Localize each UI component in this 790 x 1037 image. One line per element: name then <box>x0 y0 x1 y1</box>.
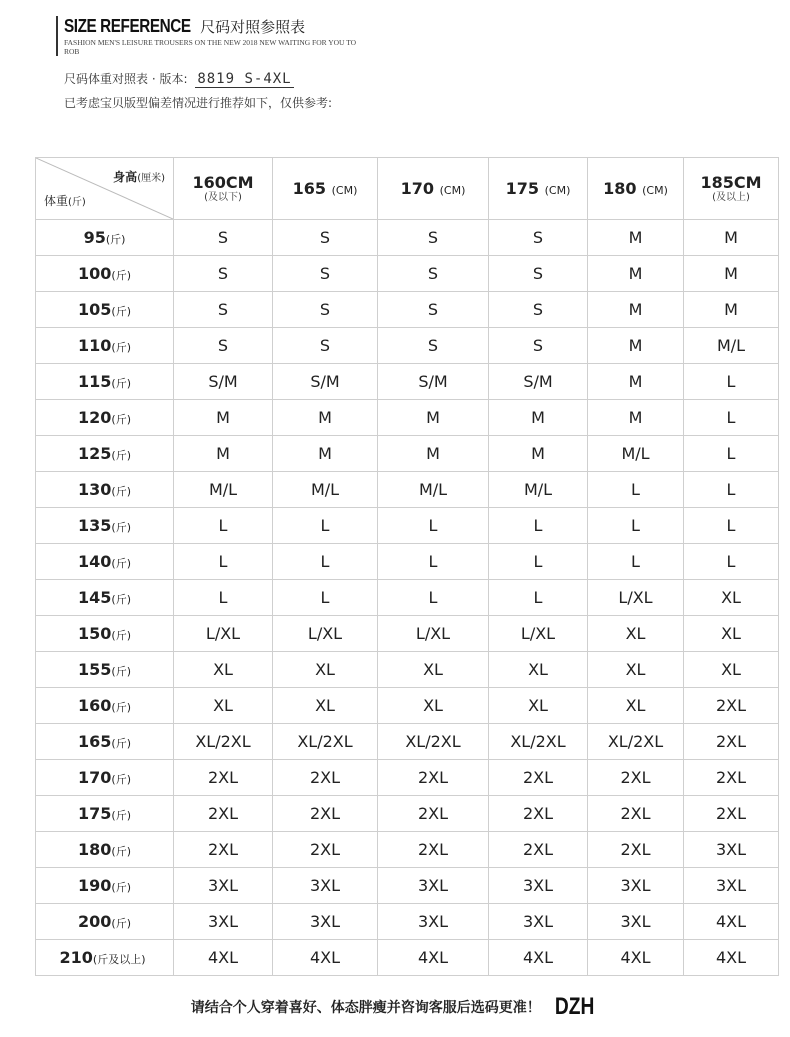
size-cell: M <box>273 436 378 472</box>
size-cell: M/L <box>378 472 489 508</box>
size-cell: L <box>588 544 684 580</box>
size-cell: M/L <box>588 436 684 472</box>
size-cell: XL/2XL <box>378 724 489 760</box>
weight-label <box>36 940 174 976</box>
table-row <box>36 256 779 292</box>
height-column-header <box>489 158 588 220</box>
size-cell: M <box>588 400 684 436</box>
table-row <box>36 688 779 724</box>
size-cell: L <box>588 472 684 508</box>
size-cell: 3XL <box>489 868 588 904</box>
size-cell: 2XL <box>273 760 378 796</box>
table-row <box>36 796 779 832</box>
size-cell: 4XL <box>684 940 779 976</box>
weight-unit: (斤) <box>111 917 131 930</box>
size-cell: L/XL <box>588 580 684 616</box>
table-row <box>36 220 779 256</box>
table-row <box>36 292 779 328</box>
table-body <box>36 220 779 976</box>
weight-label <box>36 868 174 904</box>
size-cell: L/XL <box>273 616 378 652</box>
weight-unit: (斤及以上) <box>92 953 146 966</box>
weight-label <box>36 364 174 400</box>
size-cell: XL/2XL <box>273 724 378 760</box>
weight-value: 190 <box>78 876 112 895</box>
size-cell: S <box>174 292 273 328</box>
weight-label <box>36 760 174 796</box>
size-cell: 3XL <box>174 904 273 940</box>
size-cell: S <box>489 256 588 292</box>
size-cell: M <box>378 436 489 472</box>
weight-value: 95 <box>83 228 106 247</box>
size-cell: L <box>489 580 588 616</box>
size-cell: S/M <box>273 364 378 400</box>
table-row <box>36 940 779 976</box>
weight-unit: (斤) <box>111 557 131 570</box>
size-cell: 2XL <box>273 796 378 832</box>
weight-value: 100 <box>78 264 112 283</box>
size-cell: S <box>174 220 273 256</box>
size-cell: L <box>489 544 588 580</box>
size-table <box>35 157 779 976</box>
table-row <box>36 472 779 508</box>
size-cell: XL <box>588 616 684 652</box>
size-cell: 2XL <box>489 760 588 796</box>
weight-value: 125 <box>78 444 112 463</box>
size-cell: XL <box>273 652 378 688</box>
size-cell: M <box>489 436 588 472</box>
weight-unit: (斤) <box>111 449 131 462</box>
size-cell: 2XL <box>378 760 489 796</box>
subtitle: FASHION MEN'S LEISURE TROUSERS ON THE NEW 2018 NEW WAITING FOR YOU TO ROB <box>64 38 357 56</box>
weight-value: 210 <box>59 948 93 967</box>
weight-value: 115 <box>78 372 112 391</box>
table-row <box>36 868 779 904</box>
size-cell: S <box>378 328 489 364</box>
table-row <box>36 436 779 472</box>
weight-unit: (斤) <box>111 305 131 318</box>
height-value: 185CM <box>700 172 762 192</box>
size-cell: 4XL <box>588 940 684 976</box>
weight-label <box>36 328 174 364</box>
size-cell: L <box>273 580 378 616</box>
size-cell: M <box>684 256 779 292</box>
height-value: 160CM <box>192 172 254 192</box>
weight-label <box>36 580 174 616</box>
table-row <box>36 760 779 796</box>
weight-value: 140 <box>78 552 112 571</box>
size-cell: 2XL <box>684 796 779 832</box>
size-cell: 2XL <box>378 832 489 868</box>
table-row <box>36 508 779 544</box>
footer-advice: 请结合个人穿着喜好、体态胖瘦并咨询客服后选码更准！ <box>190 1000 541 1016</box>
size-cell: 4XL <box>489 940 588 976</box>
size-cell: XL <box>174 652 273 688</box>
size-cell: L <box>684 364 779 400</box>
weight-value: 165 <box>78 732 112 751</box>
weight-unit: (斤) <box>111 665 131 678</box>
size-cell: L <box>684 544 779 580</box>
weight-value: 155 <box>78 660 112 679</box>
height-value: 180 <box>603 179 637 198</box>
height-column-header <box>588 158 684 220</box>
table-row <box>36 904 779 940</box>
size-cell: L <box>273 544 378 580</box>
weight-value: 145 <box>78 588 112 607</box>
size-cell: M <box>489 400 588 436</box>
size-cell: L <box>684 508 779 544</box>
weight-value: 110 <box>78 336 112 355</box>
table-row <box>36 580 779 616</box>
weight-value: 130 <box>78 480 112 499</box>
weight-unit: (斤) <box>111 341 131 354</box>
size-cell: S <box>378 220 489 256</box>
size-cell: XL <box>489 688 588 724</box>
size-cell: S/M <box>378 364 489 400</box>
size-cell: L/XL <box>174 616 273 652</box>
size-cell: 2XL <box>489 832 588 868</box>
table-row <box>36 400 779 436</box>
height-unit: (CM) <box>439 184 466 197</box>
weight-value: 175 <box>78 804 112 823</box>
weight-value: 200 <box>78 912 112 931</box>
size-cell: 3XL <box>588 904 684 940</box>
title-chinese: 尺码对照参照表 <box>200 18 306 36</box>
size-cell: M <box>378 400 489 436</box>
size-cell: M/L <box>684 328 779 364</box>
size-cell: L <box>588 508 684 544</box>
size-cell: L <box>378 544 489 580</box>
size-cell: 3XL <box>489 904 588 940</box>
size-cell: 2XL <box>588 832 684 868</box>
weight-value: 160 <box>78 696 112 715</box>
size-cell: 3XL <box>378 868 489 904</box>
height-column-header <box>378 158 489 220</box>
height-axis-label: 身高(厘米) <box>113 170 165 184</box>
version-line <box>64 70 294 87</box>
weight-value: 170 <box>78 768 112 787</box>
size-cell: L <box>174 544 273 580</box>
brand-logo: DZH <box>554 993 595 1020</box>
table-row <box>36 724 779 760</box>
size-cell: XL/2XL <box>489 724 588 760</box>
weight-unit: (斤) <box>111 377 131 390</box>
weight-label <box>36 832 174 868</box>
weight-unit: (斤) <box>111 773 131 786</box>
size-cell: L <box>684 472 779 508</box>
size-cell: L <box>174 580 273 616</box>
size-cell: 4XL <box>684 904 779 940</box>
height-note: (及以下) <box>204 191 242 203</box>
size-cell: S/M <box>489 364 588 400</box>
weight-unit: (斤) <box>111 593 131 606</box>
size-cell: XL <box>378 688 489 724</box>
size-cell: S <box>489 220 588 256</box>
weight-axis-label: 体重(斤) <box>44 194 86 208</box>
weight-label <box>36 544 174 580</box>
height-value: 175 <box>505 179 540 198</box>
size-cell: L <box>174 508 273 544</box>
height-column-header <box>174 158 273 220</box>
weight-unit: (斤) <box>111 413 131 426</box>
table-row <box>36 832 779 868</box>
version-label: 尺码体重对照表 · 版本: <box>64 72 188 86</box>
table-row <box>36 616 779 652</box>
size-cell: L/XL <box>378 616 489 652</box>
size-cell: 2XL <box>684 760 779 796</box>
size-cell: XL <box>174 688 273 724</box>
size-cell: S <box>174 328 273 364</box>
size-cell: L <box>684 400 779 436</box>
weight-unit: (斤) <box>111 269 131 282</box>
size-cell: 2XL <box>378 796 489 832</box>
table-row <box>36 652 779 688</box>
size-cell: 2XL <box>588 760 684 796</box>
size-cell: M <box>174 436 273 472</box>
size-cell: 3XL <box>684 832 779 868</box>
weight-value: 120 <box>78 408 112 427</box>
size-cell: M <box>273 400 378 436</box>
size-cell: 3XL <box>378 904 489 940</box>
size-cell: M <box>588 328 684 364</box>
height-value: 165 <box>292 179 327 198</box>
weight-unit: (斤) <box>111 881 131 894</box>
version-value: 8819 S-4XL <box>197 71 292 87</box>
size-cell: M/L <box>489 472 588 508</box>
weight-unit: (斤) <box>111 485 131 498</box>
size-cell: L <box>378 580 489 616</box>
height-unit: (CM) <box>331 184 358 197</box>
size-cell: S <box>378 256 489 292</box>
weight-unit: (斤) <box>111 521 131 534</box>
size-cell: S <box>273 292 378 328</box>
size-cell: XL <box>684 616 779 652</box>
weight-label <box>36 688 174 724</box>
height-column-header <box>684 158 779 220</box>
page-title <box>64 16 305 37</box>
table-row <box>36 328 779 364</box>
weight-label <box>36 436 174 472</box>
size-cell: S <box>273 256 378 292</box>
weight-label <box>36 220 174 256</box>
weight-label <box>36 472 174 508</box>
size-cell: S <box>273 328 378 364</box>
size-cell: 2XL <box>684 724 779 760</box>
height-unit: (CM) <box>642 184 668 197</box>
weight-label <box>36 724 174 760</box>
size-cell: XL/2XL <box>588 724 684 760</box>
size-cell: M <box>684 292 779 328</box>
size-cell: L/XL <box>489 616 588 652</box>
weight-label <box>36 616 174 652</box>
size-cell: XL <box>684 580 779 616</box>
size-cell: L <box>489 508 588 544</box>
weight-unit: (斤) <box>111 845 131 858</box>
table-header-row <box>36 158 779 220</box>
weight-value: 180 <box>78 840 112 859</box>
weight-label <box>36 796 174 832</box>
height-column-header <box>273 158 378 220</box>
weight-value: 105 <box>78 300 112 319</box>
height-note: (及以上) <box>712 191 750 203</box>
size-cell: XL <box>684 652 779 688</box>
weight-unit: (斤) <box>105 233 126 246</box>
size-cell: M/L <box>174 472 273 508</box>
size-cell: 4XL <box>273 940 378 976</box>
size-cell: M <box>588 364 684 400</box>
size-cell: XL/2XL <box>174 724 273 760</box>
size-cell: XL <box>588 688 684 724</box>
size-cell: 2XL <box>588 796 684 832</box>
weight-label <box>36 904 174 940</box>
corner-cell <box>36 158 174 220</box>
height-unit: (CM) <box>544 184 571 197</box>
weight-unit: (斤) <box>111 701 131 714</box>
size-cell: M <box>174 400 273 436</box>
size-cell: XL <box>378 652 489 688</box>
size-cell: 3XL <box>684 868 779 904</box>
size-cell: XL <box>489 652 588 688</box>
size-cell: L <box>378 508 489 544</box>
size-cell: 2XL <box>174 832 273 868</box>
weight-value: 150 <box>78 624 112 643</box>
size-cell: 3XL <box>174 868 273 904</box>
size-cell: M/L <box>273 472 378 508</box>
weight-label <box>36 256 174 292</box>
size-cell: M <box>588 292 684 328</box>
weight-label <box>36 508 174 544</box>
size-cell: M <box>588 256 684 292</box>
size-cell: L <box>273 508 378 544</box>
footer <box>0 993 790 1021</box>
size-cell: S <box>489 328 588 364</box>
size-cell: M <box>588 220 684 256</box>
recommendation-note: 已考虑宝贝版型偏差情况进行推荐如下，仅供参考: <box>64 96 333 110</box>
table-row <box>36 364 779 400</box>
weight-value: 135 <box>78 516 112 535</box>
size-cell: 4XL <box>378 940 489 976</box>
weight-unit: (斤) <box>111 629 131 642</box>
size-cell: 4XL <box>174 940 273 976</box>
size-cell: 3XL <box>273 904 378 940</box>
weight-unit: (斤) <box>111 809 131 822</box>
weight-unit: (斤) <box>111 737 131 750</box>
size-cell: S <box>489 292 588 328</box>
height-value: 170 <box>400 179 435 198</box>
header-accent-bar <box>56 16 58 56</box>
size-cell: S <box>378 292 489 328</box>
size-cell: L <box>684 436 779 472</box>
size-cell: S <box>174 256 273 292</box>
size-cell: M <box>684 220 779 256</box>
size-cell: 3XL <box>588 868 684 904</box>
size-cell: 2XL <box>489 796 588 832</box>
weight-label <box>36 400 174 436</box>
weight-label <box>36 652 174 688</box>
size-cell: S <box>273 220 378 256</box>
size-cell: 3XL <box>273 868 378 904</box>
size-cell: XL <box>588 652 684 688</box>
size-cell: S/M <box>174 364 273 400</box>
size-cell: 2XL <box>174 760 273 796</box>
size-cell: 2XL <box>273 832 378 868</box>
size-cell: 2XL <box>684 688 779 724</box>
table-row <box>36 544 779 580</box>
weight-label <box>36 292 174 328</box>
size-cell: XL <box>273 688 378 724</box>
title-english: SIZE REFERENCE <box>64 16 191 36</box>
size-cell: 2XL <box>174 796 273 832</box>
